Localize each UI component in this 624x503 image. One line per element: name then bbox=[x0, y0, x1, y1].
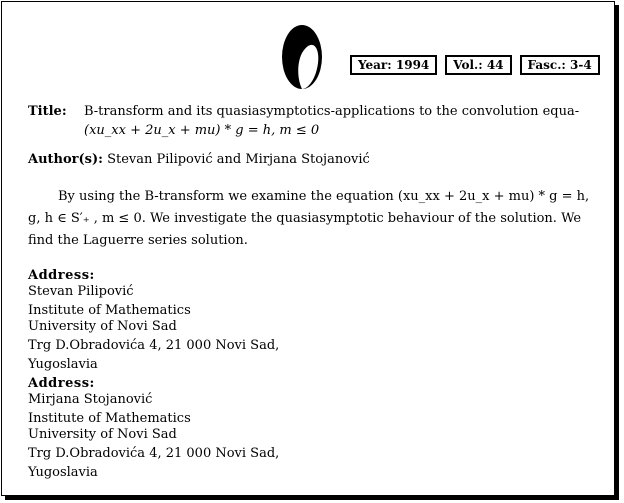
year-box: Year: 1994 bbox=[350, 55, 437, 75]
document-page bbox=[1, 1, 615, 496]
address-name: Stevan Pilipović bbox=[28, 284, 134, 299]
abstract bbox=[28, 186, 593, 252]
address-label: Address: bbox=[28, 376, 95, 391]
address-university: University of Novi Sad bbox=[28, 427, 177, 442]
address-country: Yugoslavia bbox=[28, 465, 98, 480]
address-street: Trg D.Obradovića 4, 21 000 Novi Sad, bbox=[28, 446, 280, 461]
address-country: Yugoslavia bbox=[28, 357, 98, 372]
journal-logo-icon bbox=[280, 23, 324, 91]
fascicle-box: Fasc.: 3-4 bbox=[520, 55, 600, 75]
title-label: Title: bbox=[28, 104, 67, 119]
address-street: Trg D.Obradovića 4, 21 000 Novi Sad, bbox=[28, 338, 280, 353]
abstract-line-1: By using the B-transform we examine the equation (xu_xx + 2u_x + mu) * g = h, bbox=[58, 189, 590, 204]
volume-box: Vol.: 44 bbox=[445, 55, 511, 75]
address-institute: Institute of Mathematics bbox=[28, 411, 191, 426]
title-line-2: (xu_xx + 2u_x + mu) * g = h, m ≤ 0 bbox=[84, 123, 320, 138]
title-text bbox=[84, 102, 595, 140]
abstract-line-2: g, h ∈ S′₊ , m ≤ 0. We investigate the quasiasymptotic behaviour of the solution. We bbox=[28, 211, 582, 226]
address-name: Mirjana Stojanović bbox=[28, 392, 153, 407]
address-institute: Institute of Mathematics bbox=[28, 303, 191, 318]
address-label: Address: bbox=[28, 268, 95, 283]
title-section bbox=[28, 102, 593, 138]
authors-label: Author(s): bbox=[28, 152, 103, 167]
authors-names: Stevan Pilipović and Mirjana Stojanović bbox=[107, 152, 370, 167]
address-block-1 bbox=[28, 268, 279, 373]
address-university: University of Novi Sad bbox=[28, 319, 177, 334]
issue-info bbox=[350, 55, 600, 75]
authors-section bbox=[28, 152, 370, 167]
abstract-line-3: find the Laguerre series solution. bbox=[28, 233, 248, 248]
address-block-2 bbox=[28, 376, 279, 481]
title-line-1: B-transform and its quasiasymptotics-applications to the convolution equa- bbox=[84, 104, 580, 119]
